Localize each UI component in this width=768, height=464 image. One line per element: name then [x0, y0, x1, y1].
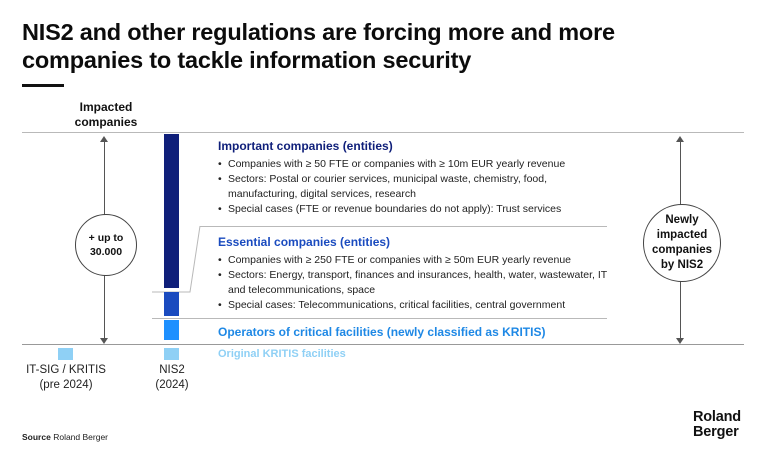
newly-impacted-circle: Newly impacted companies by NIS2 — [643, 204, 721, 282]
original-kritis-label: Original KRITIS facilities — [218, 348, 346, 360]
logo-line2: Berger — [693, 424, 739, 440]
title-underline — [22, 84, 64, 87]
column-label-pre2024 — [14, 363, 118, 393]
column-label-pre2024-line1: IT-SIG / KRITIS — [26, 364, 106, 376]
impacted-companies-label: Impacted companies — [74, 100, 138, 129]
source-text: Roland Berger — [53, 432, 109, 442]
source-label: Source — [22, 432, 51, 442]
logo-line1: Roland — [693, 409, 741, 425]
essential-entities-bar — [164, 292, 179, 316]
list-item: • Special cases (FTE or revenue boundaries do not apply): Trust services — [218, 202, 613, 217]
page-title: NIS2 and other regulations are forcing more and more companies to tackle information security — [22, 19, 615, 73]
essential-bullet-list — [218, 253, 613, 313]
right-arrow-up-icon — [676, 136, 684, 142]
operators-bar — [164, 320, 179, 340]
companies-count-circle: + up to 30.000 — [75, 214, 137, 276]
column-label-pre2024-line2: (pre 2024) — [39, 379, 93, 391]
original-kritis-bar-pre2024 — [58, 348, 73, 360]
list-item: • Special cases: Telecommunications, critical facilities, central government — [218, 298, 613, 313]
list-item: • Sectors: Postal or courier services, municipal waste, chemistry, food, manufacturing, digital services, research — [218, 172, 613, 202]
column-label-nis2-line1: NIS2 — [159, 364, 185, 376]
list-item: • Sectors: Energy, transport, finances and insurances, health, water, wastewater, IT and telecommunications, space — [218, 268, 613, 298]
essential-heading: Essential companies (entities) — [218, 235, 391, 249]
important-section — [218, 139, 613, 217]
roland-berger-logo — [693, 410, 741, 440]
list-item: • Companies with ≥ 250 FTE or companies with ≥ 50m EUR yearly revenue — [218, 253, 613, 268]
right-arrow-down-icon — [676, 338, 684, 344]
list-item: • Companies with ≥ 50 FTE or companies with ≥ 10m EUR yearly revenue — [218, 157, 613, 172]
important-heading: Important companies (entities) — [218, 139, 393, 153]
column-label-nis2-line2: (2024) — [155, 379, 189, 391]
essential-section — [218, 235, 613, 313]
left-arrow-up-icon — [100, 136, 108, 142]
operators-label: Operators of critical facilities (newly classified as KRITIS) — [218, 325, 546, 339]
important-bullet-list — [218, 157, 613, 217]
important-entities-bar — [164, 134, 179, 288]
source-note — [22, 432, 108, 442]
operators-divider — [152, 318, 607, 319]
top-divider — [22, 132, 744, 133]
essential-divider — [200, 226, 607, 227]
left-arrow-down-icon — [100, 338, 108, 344]
original-kritis-bar-nis2 — [164, 348, 179, 360]
baseline-divider — [22, 344, 744, 345]
column-label-nis2 — [136, 363, 208, 393]
